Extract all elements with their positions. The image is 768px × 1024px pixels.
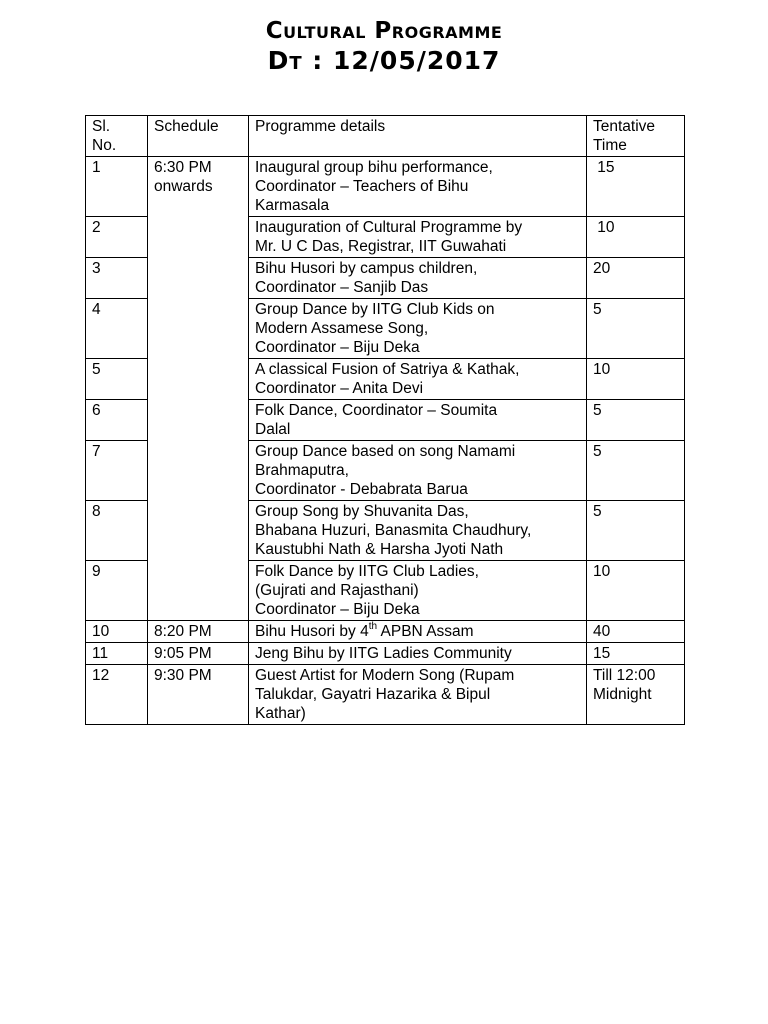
details-line: Inauguration of Cultural Programme by xyxy=(255,219,523,236)
cell-sl-no: 7 xyxy=(86,441,148,501)
cell-programme-details xyxy=(249,501,587,561)
time-line: 5 xyxy=(593,402,602,419)
cell-programme-details xyxy=(249,561,587,621)
schedule-line: 9:30 PM xyxy=(154,667,212,684)
cell-schedule xyxy=(148,643,249,665)
time-line: Till 12:00 xyxy=(593,667,656,684)
details-line: Modern Assamese Song, xyxy=(255,320,429,337)
details-line: Mr. U C Das, Registrar, IIT Guwahati xyxy=(255,238,507,255)
cell-tentative-time xyxy=(587,258,685,299)
table-row xyxy=(86,621,685,643)
time-line: Midnight xyxy=(593,686,652,703)
details-line: Kathar) xyxy=(255,705,306,722)
details-line: Bihu Husori by campus children, xyxy=(255,260,478,277)
details-line: Folk Dance, Coordinator – Soumita xyxy=(255,402,498,419)
cell-schedule xyxy=(148,665,249,725)
cell-programme-details xyxy=(249,359,587,400)
time-line: 20 xyxy=(593,260,611,277)
details-line: Karmasala xyxy=(255,197,330,214)
header-schedule xyxy=(148,116,249,157)
header-schedule-label: Schedule xyxy=(154,118,219,135)
cell-sl-no: 3 xyxy=(86,258,148,299)
cell-programme-details xyxy=(249,665,587,725)
details-line: Coordinator – Biju Deka xyxy=(255,339,420,356)
cell-programme-details xyxy=(249,299,587,359)
document-date: Dt : 12/05/2017 xyxy=(267,46,501,75)
cell-sl-no: 11 xyxy=(86,643,148,665)
details-line: Kaustubhi Nath & Harsha Jyoti Nath xyxy=(255,541,504,558)
header-sl-no xyxy=(86,116,148,157)
time-line: 15 xyxy=(593,645,611,662)
details-line: Coordinator – Anita Devi xyxy=(255,380,424,397)
header-sl-no-line: No. xyxy=(92,137,117,154)
document-title: Cultural Programme xyxy=(265,18,503,44)
cell-sl-no: 6 xyxy=(86,400,148,441)
cell-programme-details xyxy=(249,258,587,299)
details-line: Folk Dance by IITG Club Ladies, xyxy=(255,563,479,580)
cell-programme-details xyxy=(249,217,587,258)
cell-tentative-time xyxy=(587,400,685,441)
cell-schedule xyxy=(148,157,249,621)
cell-sl-no: 10 xyxy=(86,621,148,643)
time-line: 40 xyxy=(593,623,611,640)
cell-sl-no: 1 xyxy=(86,157,148,217)
time-line: 5 xyxy=(593,301,602,318)
header-programme-details xyxy=(249,116,587,157)
time-line: 10 xyxy=(593,219,615,236)
details-line: Dalal xyxy=(255,421,291,438)
programme-table-body xyxy=(86,116,685,725)
header-tentative-time-line: Time xyxy=(593,137,627,154)
cell-tentative-time xyxy=(587,643,685,665)
details-line xyxy=(255,622,580,641)
ordinal-superscript: th xyxy=(368,620,378,632)
cell-programme-details xyxy=(249,157,587,217)
cell-tentative-time xyxy=(587,157,685,217)
cell-schedule xyxy=(148,621,249,643)
details-line: (Gujrati and Rajasthani) xyxy=(255,582,419,599)
table-row xyxy=(86,157,685,217)
table-row xyxy=(86,665,685,725)
time-line: 10 xyxy=(593,563,611,580)
table-header-row xyxy=(86,116,685,157)
cell-programme-details xyxy=(249,441,587,501)
details-line: A classical Fusion of Satriya & Kathak, xyxy=(255,361,520,378)
details-line: Coordinator – Biju Deka xyxy=(255,601,420,618)
details-line: Group Dance by IITG Club Kids on xyxy=(255,301,495,318)
schedule-line: 9:05 PM xyxy=(154,645,212,662)
details-line: Inaugural group bihu performance, xyxy=(255,159,493,176)
cell-sl-no: 8 xyxy=(86,501,148,561)
cell-tentative-time xyxy=(587,621,685,643)
time-line: 5 xyxy=(593,503,602,520)
schedule-line: 8:20 PM xyxy=(154,623,212,640)
details-line: Coordinator – Teachers of Bihu xyxy=(255,178,469,195)
header-tentative-time xyxy=(587,116,685,157)
cell-tentative-time xyxy=(587,299,685,359)
details-line: Group Dance based on song Namami xyxy=(255,443,516,460)
programme-table xyxy=(85,115,685,725)
cell-programme-details xyxy=(249,400,587,441)
details-text: APBN Assam xyxy=(377,623,474,640)
cell-programme-details xyxy=(249,643,587,665)
details-line: Talukdar, Gayatri Hazarika & Bipul xyxy=(255,686,491,703)
time-line: 15 xyxy=(593,159,615,176)
details-line: Coordinator - Debabrata Barua xyxy=(255,481,468,498)
cell-programme-details xyxy=(249,621,587,643)
details-line: Group Song by Shuvanita Das, xyxy=(255,503,469,520)
time-line: 10 xyxy=(593,361,611,378)
cell-sl-no: 12 xyxy=(86,665,148,725)
cell-sl-no: 4 xyxy=(86,299,148,359)
header-sl-no-line: Sl. xyxy=(92,118,111,135)
details-text: Bihu Husori by 4 xyxy=(255,623,369,640)
details-line: Brahmaputra, xyxy=(255,462,349,479)
schedule-line: onwards xyxy=(154,178,213,195)
cell-sl-no: 2 xyxy=(86,217,148,258)
table-row xyxy=(86,643,685,665)
time-line: 5 xyxy=(593,443,602,460)
details-line: Bhabana Huzuri, Banasmita Chaudhury, xyxy=(255,522,532,539)
cell-tentative-time xyxy=(587,501,685,561)
details-line: Guest Artist for Modern Song (Rupam xyxy=(255,667,515,684)
header-programme-details-label: Programme details xyxy=(255,118,386,135)
details-line: Jeng Bihu by IITG Ladies Community xyxy=(255,645,512,662)
cell-tentative-time xyxy=(587,665,685,725)
schedule-line: 6:30 PM xyxy=(154,159,212,176)
cell-sl-no: 9 xyxy=(86,561,148,621)
cell-tentative-time xyxy=(587,561,685,621)
cell-sl-no: 5 xyxy=(86,359,148,400)
details-line: Coordinator – Sanjib Das xyxy=(255,279,429,296)
cell-tentative-time xyxy=(587,441,685,501)
cell-tentative-time xyxy=(587,359,685,400)
header-tentative-time-line: Tentative xyxy=(593,118,656,135)
cell-tentative-time xyxy=(587,217,685,258)
